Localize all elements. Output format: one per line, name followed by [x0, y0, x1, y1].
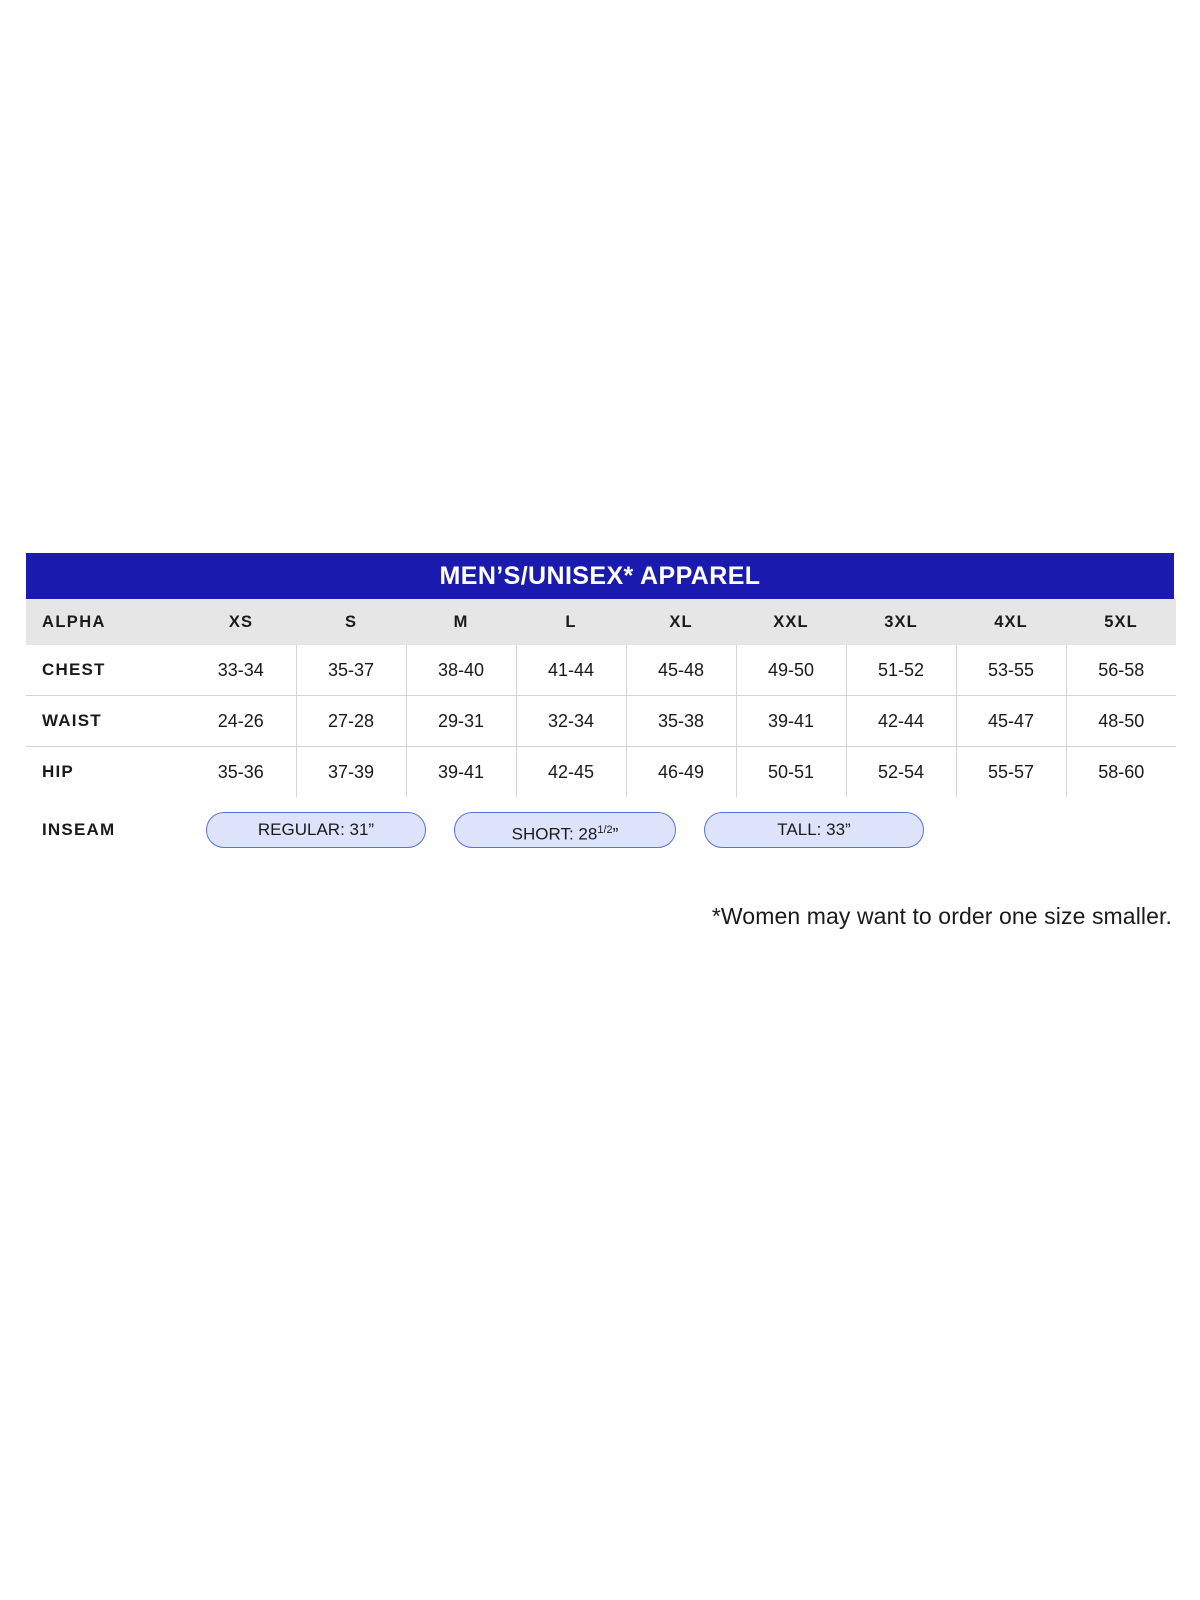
cell-chest-xxl: 49-50: [736, 645, 846, 696]
row-label-inseam: INSEAM: [42, 820, 116, 839]
cell-chest-xs: 33-34: [186, 645, 296, 696]
column-header-s: S: [344, 612, 358, 631]
inseam-option-tall-label: TALL: 33”: [777, 820, 851, 839]
page-title: MEN’S/UNISEX* APPAREL: [26, 553, 1174, 599]
table-header-row: [26, 599, 1176, 645]
inseam-option-short-suffix: ”: [612, 824, 619, 844]
row-label-waist: WAIST: [26, 696, 186, 747]
inseam-row: [26, 799, 1174, 861]
cell-hip-xs: 35-36: [186, 747, 296, 798]
cell-hip-3xl: 52-54: [846, 747, 956, 798]
cell-waist-4xl: 45-47: [956, 696, 1066, 747]
cell-waist-s: 27-28: [296, 696, 406, 747]
cell-hip-l: 42-45: [516, 747, 626, 798]
table-row: [26, 696, 1176, 747]
column-header-5xl: 5XL: [1104, 612, 1138, 631]
cell-hip-xxl: 50-51: [736, 747, 846, 798]
column-header-m: M: [453, 612, 469, 631]
column-header-l: L: [565, 612, 577, 631]
column-header-xxl: XXL: [773, 612, 809, 631]
size-chart: [26, 553, 1174, 930]
cell-waist-xl: 35-38: [626, 696, 736, 747]
size-table: [26, 599, 1176, 797]
cell-hip-s: 37-39: [296, 747, 406, 798]
cell-chest-5xl: 56-58: [1066, 645, 1176, 696]
inseam-option-tall[interactable]: [704, 812, 924, 848]
row-label-chest: CHEST: [26, 645, 186, 696]
cell-waist-xs: 24-26: [186, 696, 296, 747]
cell-waist-l: 32-34: [516, 696, 626, 747]
cell-hip-4xl: 55-57: [956, 747, 1066, 798]
cell-chest-l: 41-44: [516, 645, 626, 696]
cell-chest-3xl: 51-52: [846, 645, 956, 696]
row-label-hip: HIP: [42, 762, 74, 781]
column-header-4xl: 4XL: [994, 612, 1028, 631]
column-header-3xl: 3XL: [884, 612, 918, 631]
cell-waist-3xl: 42-44: [846, 696, 956, 747]
cell-chest-xl: 45-48: [626, 645, 736, 696]
cell-waist-m: 29-31: [406, 696, 516, 747]
table-row: [26, 645, 1176, 696]
cell-chest-s: 35-37: [296, 645, 406, 696]
cell-hip-xl: 46-49: [626, 747, 736, 798]
table-row: [26, 747, 1176, 798]
cell-hip-m: 39-41: [406, 747, 516, 798]
cell-chest-m: 38-40: [406, 645, 516, 696]
column-header-xs: XS: [228, 612, 254, 631]
footnote: *Women may want to order one size smaller.: [711, 903, 1172, 929]
cell-waist-5xl: 48-50: [1066, 696, 1176, 747]
inseam-option-short-label: SHORT: 28: [511, 824, 598, 844]
inseam-option-regular[interactable]: [206, 812, 426, 848]
column-header-xl: XL: [669, 612, 693, 631]
cell-waist-xxl: 39-41: [736, 696, 846, 747]
inseam-option-regular-label: REGULAR: 31”: [257, 820, 375, 839]
inseam-option-short-fraction: 1/2: [597, 824, 613, 836]
cell-chest-4xl: 53-55: [956, 645, 1066, 696]
column-header-alpha: ALPHA: [42, 612, 106, 631]
cell-hip-5xl: 58-60: [1098, 761, 1145, 782]
inseam-option-short[interactable]: [454, 812, 676, 848]
